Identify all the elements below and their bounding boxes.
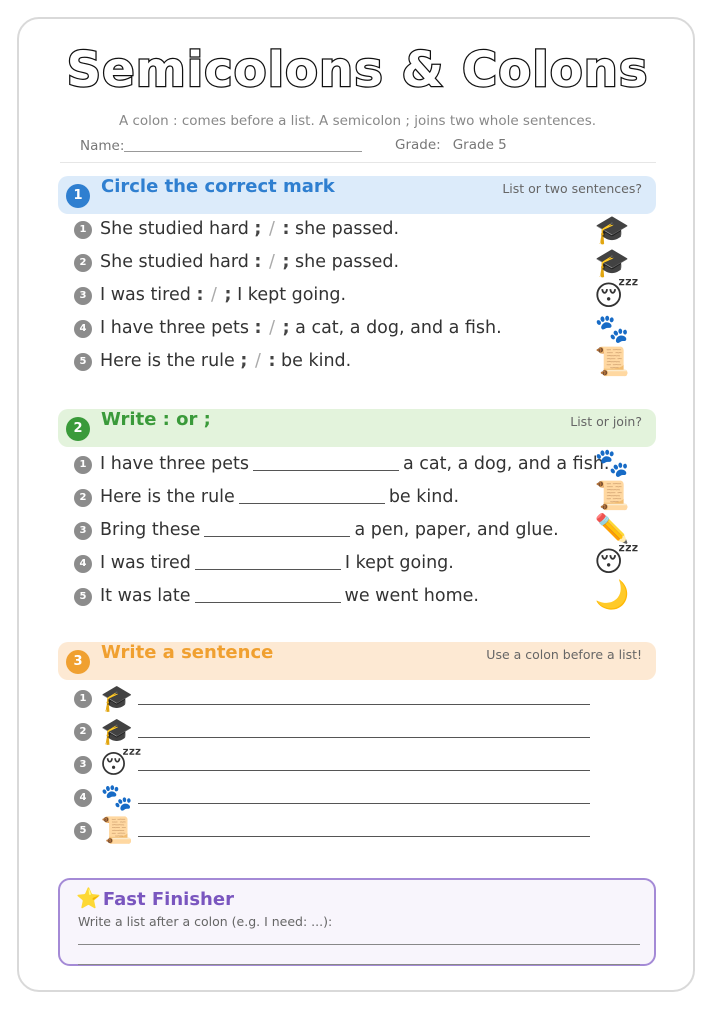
- option-separator: /: [254, 351, 261, 371]
- sentence-start: Here is the rule: [100, 351, 235, 371]
- answer-blank[interactable]: [204, 518, 350, 537]
- picture-icon: 🎓: [594, 213, 630, 246]
- section-3-badge: 3: [66, 650, 90, 674]
- punctuation-option[interactable]: :: [254, 318, 262, 338]
- writing-line[interactable]: [138, 783, 590, 804]
- sentence-start: She studied hard: [100, 252, 249, 272]
- item-number: 5: [74, 822, 92, 840]
- sentence-start: I was tired: [100, 553, 191, 573]
- sentence-end: I kept going.: [344, 553, 454, 573]
- punctuation-option[interactable]: :: [268, 351, 276, 371]
- answer-blank[interactable]: [195, 551, 341, 570]
- item-number: 3: [74, 756, 92, 774]
- item-number: 1: [74, 221, 92, 239]
- option-separator: /: [268, 252, 275, 272]
- picture-icon: 🌙: [594, 578, 630, 611]
- exercise-row: [74, 351, 351, 377]
- exercise-row: [74, 252, 399, 278]
- section-2-title: Write : or ;: [101, 409, 211, 430]
- item-number: 3: [74, 287, 92, 305]
- exercise-row: [74, 318, 502, 344]
- sentence-end: be kind.: [281, 351, 352, 371]
- punctuation-option[interactable]: :: [196, 285, 204, 305]
- name-line[interactable]: [124, 137, 362, 152]
- grade-field: [395, 137, 507, 153]
- option-separator: /: [268, 219, 275, 239]
- picture-icon: 😴: [594, 545, 639, 578]
- answer-blank[interactable]: [253, 452, 399, 471]
- punctuation-option[interactable]: :: [282, 219, 290, 239]
- section-3-header: [58, 642, 656, 680]
- section-1-hint: List or two sentences?: [502, 181, 642, 196]
- section-2-header: [58, 409, 656, 447]
- sentence-end: she passed.: [295, 252, 400, 272]
- picture-icon: 🐾: [594, 312, 630, 345]
- sentence-end: be kind.: [388, 487, 460, 507]
- writing-line[interactable]: [138, 750, 590, 771]
- header-divider: [60, 162, 656, 163]
- sentence-end: I kept going.: [237, 285, 347, 305]
- writing-line[interactable]: [138, 816, 590, 837]
- exercise-row: [74, 584, 479, 610]
- item-number: 4: [74, 320, 92, 338]
- fast-finisher-box: [58, 878, 656, 966]
- sentence-start: I was tired: [100, 285, 191, 305]
- item-number: 2: [74, 254, 92, 272]
- answer-blank[interactable]: [239, 485, 385, 504]
- picture-icon: 🎓: [100, 717, 134, 747]
- name-label: Name:: [80, 138, 125, 154]
- punctuation-option[interactable]: ;: [282, 252, 290, 272]
- writing-row: [74, 783, 590, 813]
- item-number: 1: [74, 690, 92, 708]
- answer-line[interactable]: [78, 964, 640, 965]
- item-number: 2: [74, 723, 92, 741]
- punctuation-option[interactable]: ;: [224, 285, 232, 305]
- section-2-hint: List or join?: [570, 414, 642, 429]
- sentence-end: we went home.: [344, 586, 479, 606]
- sentence-start: It was late: [100, 586, 191, 606]
- fast-finisher-title: [76, 886, 234, 910]
- punctuation-option[interactable]: ;: [254, 219, 262, 239]
- writing-row: [74, 816, 590, 846]
- section-1-title: Circle the correct mark: [101, 176, 335, 197]
- sentence-end: she passed.: [295, 219, 400, 239]
- grade-label: Grade:: [395, 137, 441, 153]
- picture-icon: ✏️: [594, 512, 630, 545]
- picture-icon: 📜: [594, 345, 630, 378]
- item-number: 3: [74, 522, 92, 540]
- sentence-start: She studied hard: [100, 219, 249, 239]
- section-2-badge: 2: [66, 417, 90, 441]
- punctuation-option[interactable]: ;: [240, 351, 248, 371]
- grade-value: Grade 5: [452, 137, 507, 153]
- picture-icon: 😴: [100, 750, 142, 780]
- star-icon: ⭐: [76, 886, 101, 910]
- writing-row: [74, 684, 590, 714]
- writing-line[interactable]: [138, 684, 590, 705]
- name-field[interactable]: [80, 137, 362, 154]
- picture-icon: 🎓: [594, 246, 630, 279]
- option-separator: /: [269, 318, 276, 338]
- answer-line[interactable]: [78, 944, 640, 945]
- writing-line[interactable]: [138, 717, 590, 738]
- sentence-end: a pen, paper, and glue.: [354, 520, 559, 540]
- picture-icon: 🐾: [100, 783, 134, 813]
- item-number: 4: [74, 555, 92, 573]
- sentence-start: I have three pets: [100, 454, 249, 474]
- exercise-row: [74, 518, 559, 544]
- item-number: 5: [74, 353, 92, 371]
- writing-row: [74, 717, 590, 747]
- fast-finisher-label: Fast Finisher: [102, 889, 234, 910]
- exercise-row: [74, 551, 454, 577]
- exercise-row: [74, 452, 609, 478]
- picture-icon: 🐾: [594, 446, 630, 479]
- section-3-hint: Use a colon before a list!: [486, 647, 642, 662]
- item-number: 4: [74, 789, 92, 807]
- sentence-end: a cat, a dog, and a fish.: [295, 318, 502, 338]
- worksheet-title: Semicolons & Colons: [66, 42, 649, 98]
- punctuation-option[interactable]: ;: [282, 318, 290, 338]
- sentence-start: Bring these: [100, 520, 201, 540]
- section-1-badge: 1: [66, 184, 90, 208]
- picture-icon: 😴: [594, 279, 639, 312]
- section-1-header: [58, 176, 656, 214]
- picture-icon: 📜: [100, 816, 134, 846]
- item-number: 1: [74, 456, 92, 474]
- section-3-title: Write a sentence: [101, 642, 274, 663]
- worksheet-subtitle: A colon : comes before a list. A semicolon ; joins two whole sentences.: [118, 113, 597, 129]
- item-number: 5: [74, 588, 92, 606]
- exercise-row: [74, 485, 459, 511]
- punctuation-option[interactable]: :: [254, 252, 262, 272]
- sentence-start: Here is the rule: [100, 487, 235, 507]
- sentence-end: a cat, a dog, and a fish.: [402, 454, 610, 474]
- picture-icon: 🎓: [100, 684, 134, 714]
- fast-finisher-prompt: Write a list after a colon (e.g. I need: ...):: [78, 914, 333, 929]
- writing-row: [74, 750, 590, 780]
- answer-blank[interactable]: [195, 584, 341, 603]
- option-separator: /: [211, 285, 217, 305]
- exercise-row: [74, 285, 346, 311]
- item-number: 2: [74, 489, 92, 507]
- picture-icon: 📜: [594, 479, 630, 512]
- sentence-start: I have three pets: [100, 318, 249, 338]
- exercise-row: [74, 219, 399, 245]
